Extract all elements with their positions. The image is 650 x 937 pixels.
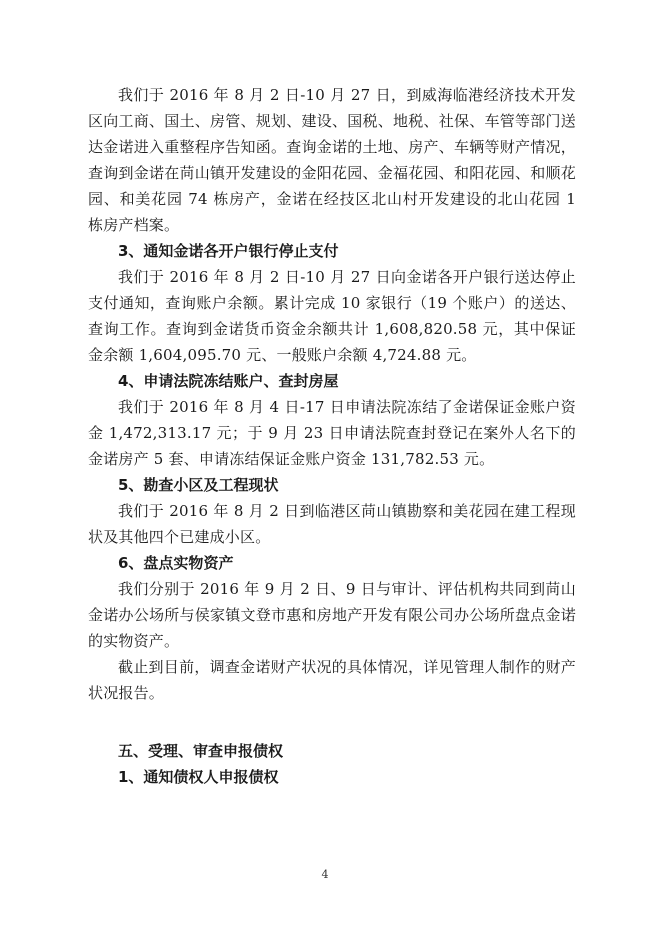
- heading-bank-notice: 3、通知金诺各开户银行停止支付: [118, 242, 339, 260]
- paragraph-bank-notice: 我们于 2016 年 8 月 2 日-10 月 27 日向金诺各开户银行送达停止支付通知，查询账户余额。累计完成 10 家银行（19 个账户）的送达、查询工作。查询到金诺货币资金余额共计 1,608,820.58 元，其中保证金余额 1,604,095.70 元、一般账户余额 4,724.88 元。: [88, 268, 576, 364]
- section-title: 五、受理、审查申报债权: [118, 742, 284, 760]
- paragraph-summary: 截止到目前，调查金诺财产状况的具体情况，详见管理人制作的财产状况报告。: [88, 658, 576, 702]
- heading-freeze-accounts: 4、申请法院冻结账户、查封房屋: [118, 372, 339, 390]
- heading-asset-inventory: 6、盘点实物资产: [118, 554, 234, 572]
- heading-notify-creditors: 1、通知债权人申报债权: [118, 768, 279, 786]
- document-body: [88, 82, 576, 790]
- paragraph-freeze-accounts: 我们于 2016 年 8 月 4 日-17 日申请法院冻结了金诺保证金账户资金 1,472,313.17 元；于 9 月 23 日申请法院查封登记在案外人名下的金诺房产 5 套、申请冻结保证金账户资金 131,782.53 元。: [88, 398, 576, 468]
- section-spacer: [88, 706, 576, 738]
- page-number: 4: [321, 868, 329, 881]
- paragraph-property-inquiry: 我们于 2016 年 8 月 2 日-10 月 27 日，到威海临港经济技术开发区向工商、国土、房管、规划、建设、国税、地税、社保、车管等部门送达金诺进入重整程序告知函。查询金诺的土地、房产、车辆等财产情况，查询到金诺在苘山镇开发建设的金阳花园、金福花园、和阳花园、和顺花园、和美花园 74 栋房产，金诺在经技区北山村开发建设的北山花园 1 栋房产档案。: [88, 86, 576, 234]
- paragraph-asset-inventory: 我们分别于 2016 年 9 月 2 日、9 日与审计、评估机构共同到苘山金诺办公场所与侯家镇文登市惠和房地产开发有限公司办公场所盘点金诺的实物资产。: [88, 580, 576, 650]
- heading-site-survey: 5、勘查小区及工程现状: [118, 476, 279, 494]
- paragraph-site-survey: 我们于 2016 年 8 月 2 日到临港区苘山镇勘察和美花园在建工程现状及其他四个已建成小区。: [88, 502, 576, 546]
